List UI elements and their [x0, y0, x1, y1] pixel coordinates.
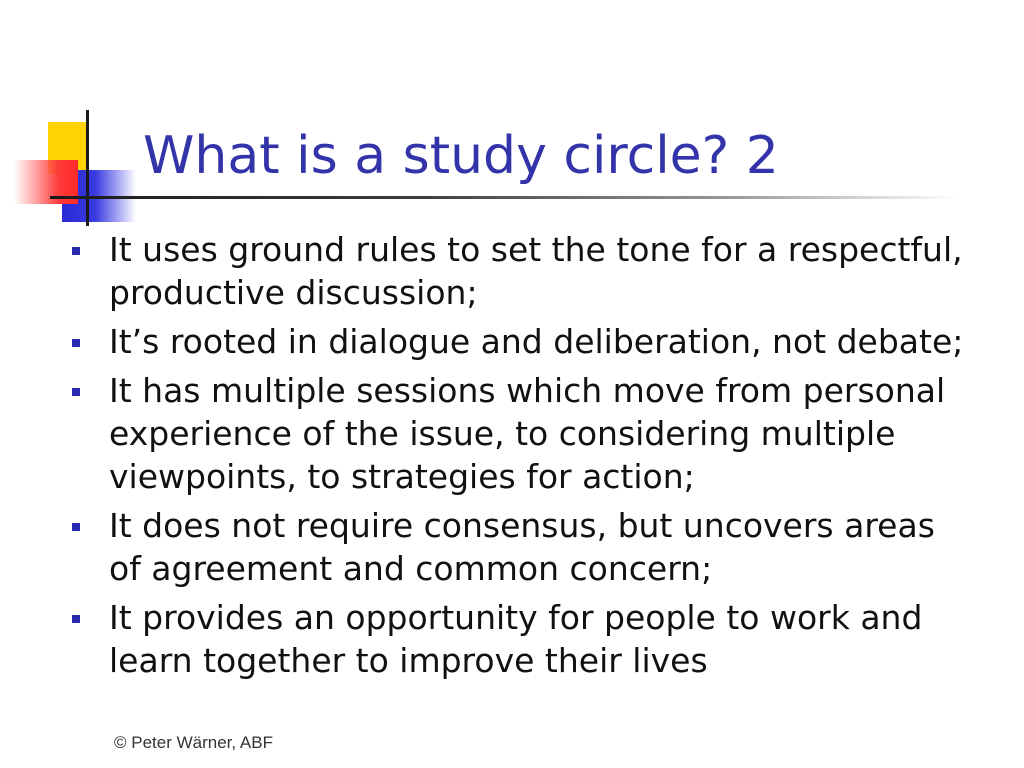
bullet-list [70, 228, 970, 688]
bullet-item [70, 596, 970, 682]
bullet-text: It uses ground rules to set the tone for a respectful, productive discussion; [109, 230, 963, 312]
square-bullet-icon [72, 388, 80, 396]
bullet-text: It provides an opportunity for people to work and learn together to improve their lives [109, 598, 923, 680]
square-bullet-icon [72, 615, 80, 623]
bullet-item [70, 320, 970, 363]
bullet-text: It does not require consensus, but uncovers areas of agreement and common concern; [109, 506, 935, 588]
copyright-footer: © Peter Wärner, ABF [114, 733, 273, 752]
square-bullet-icon [72, 523, 80, 531]
square-bullet-icon [72, 339, 80, 347]
square-bullet-icon [72, 247, 80, 255]
title-underline-divider [50, 196, 960, 199]
logo-vertical-line [86, 110, 89, 226]
bullet-text: It has multiple sessions which move from personal experience of the issue, to considering multiple viewpoints, to strategies for action; [109, 371, 946, 496]
bullet-text: It’s rooted in dialogue and deliberation, not debate; [109, 322, 964, 361]
bullet-item [70, 369, 970, 498]
bullet-item [70, 504, 970, 590]
bullet-item [70, 228, 970, 314]
slide-title: What is a study circle? 2 [143, 126, 779, 186]
